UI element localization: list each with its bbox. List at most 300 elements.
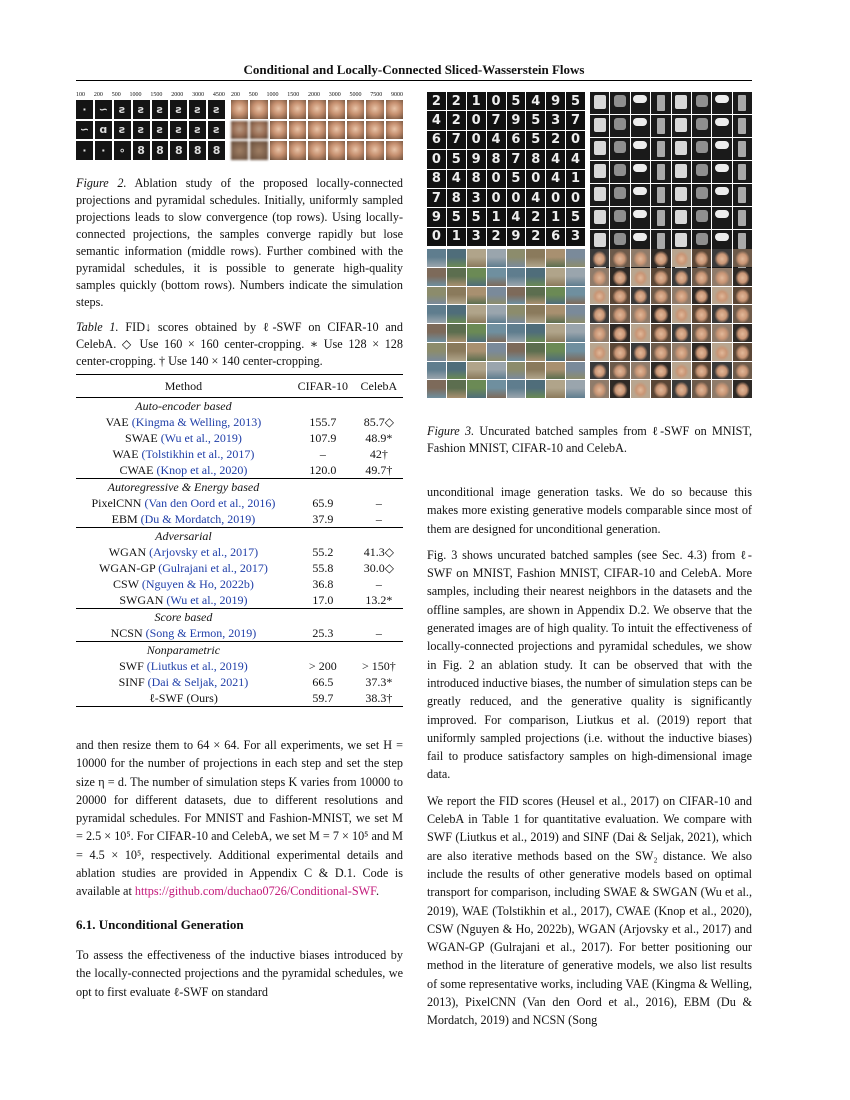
method-cell [76, 560, 291, 576]
cifar-sample [566, 362, 585, 380]
step-label: 2000 [308, 92, 320, 98]
celeba-sample [590, 268, 609, 286]
fashion-item [631, 92, 650, 114]
table-row [76, 495, 403, 511]
fashion-item [692, 207, 711, 229]
citation[interactable]: (Wu et al., 2019) [166, 593, 248, 607]
fashion-item [651, 92, 670, 114]
fashion-item [692, 138, 711, 160]
digit-thumbnail: ∽ [95, 100, 112, 119]
mnist-digit: 9 [507, 111, 526, 129]
celeba-sample [610, 324, 629, 342]
method-cell [76, 625, 291, 642]
face-thumbnail [308, 121, 325, 140]
left-paragraph-2: To assess the effectiveness of the inductive biases introduced by the locally-connected projections and the pyramidal schedules, we opt to first evaluate ℓ-SWF on standard [76, 948, 403, 999]
cifar10-fid: 55.2 [312, 545, 334, 559]
celeba-sample [651, 305, 670, 323]
face-thumbnail [366, 100, 383, 119]
fashion-item [733, 115, 752, 137]
table-1-caption [76, 319, 403, 370]
col-header: Method [76, 375, 291, 398]
mnist-digit: 3 [546, 111, 565, 129]
digit-thumbnail: ƨ [152, 121, 169, 140]
mnist-digit: 5 [566, 92, 585, 110]
fashion-item [651, 115, 670, 137]
celeba-sample [692, 287, 711, 305]
step-label: 200 [231, 92, 240, 98]
mnist-digit: 7 [507, 150, 526, 168]
mnist-digit: 3 [467, 228, 486, 246]
cifar-sample [467, 287, 486, 305]
celeba-sample [610, 249, 629, 267]
cifar-sample [507, 249, 526, 267]
fashion-item [590, 207, 609, 229]
method-cell [76, 414, 291, 430]
celeba-fid: 30.0◇ [363, 561, 394, 575]
figure-3 [427, 92, 752, 398]
cifar-sample [467, 362, 486, 380]
celeba-sample [733, 362, 752, 380]
cifar-sample [427, 287, 446, 305]
mnist-digit: 5 [467, 208, 486, 226]
cifar10-fid: 25.3 [312, 626, 334, 640]
step-label: 3000 [328, 92, 341, 98]
caption-label: Figure 2. [76, 176, 127, 190]
method-name: SWGAN [119, 593, 164, 607]
table-row [76, 511, 403, 528]
mnist-digit: 7 [487, 111, 506, 129]
cifar-sample [427, 305, 446, 323]
fig2-left-step-labels [76, 92, 225, 100]
celeba-sample [631, 362, 650, 380]
cifar-sample [526, 249, 545, 267]
digit-thumbnail: · [95, 141, 112, 160]
mnist-digit: 8 [487, 150, 506, 168]
mnist-digit: 4 [487, 131, 506, 149]
caption-text: FID↓ scores obtained by ℓ-SWF on CIFAR-10 and CelebA. ◇ Use 160 × 160 center-cropping. ∗ Use 128 × 128 center-cropping. † Use 140 × 140 center-cropping. [76, 320, 403, 368]
table-row [76, 625, 403, 642]
cifar10-fid: 120.0 [309, 463, 337, 477]
mnist-digit: 5 [447, 208, 466, 226]
fashion-item [672, 161, 691, 183]
cifar-sample [487, 268, 506, 286]
mnist-digit: 8 [467, 170, 486, 188]
celeba-fid: 42† [369, 447, 388, 461]
celeba-sample [590, 249, 609, 267]
cifar-sample [566, 287, 585, 305]
cifar-sample [467, 305, 486, 323]
celeba-sample [712, 287, 731, 305]
method-cell [76, 511, 291, 528]
celeba-sample [631, 324, 650, 342]
step-label: 9000 [391, 92, 403, 98]
col-header: CIFAR-10 [291, 375, 355, 398]
mnist-digit: 5 [507, 92, 526, 110]
face-thumbnail [347, 100, 364, 119]
left-column [76, 92, 404, 999]
method-name: WGAN-GP [99, 561, 156, 575]
celeba-sample [733, 380, 752, 398]
face-thumbnail [386, 141, 403, 160]
celeba-sample [672, 343, 691, 361]
mnist-digit: 0 [546, 189, 565, 207]
figure-2-caption [76, 175, 403, 311]
celeba-sample [590, 343, 609, 361]
celeba-sample [651, 324, 670, 342]
cifar10-fid: 65.9 [312, 496, 334, 510]
celeba-fid: – [375, 577, 382, 591]
mnist-digit: 0 [487, 170, 506, 188]
cifar-sample [447, 249, 466, 267]
fig2-mnist-ablation-image [76, 100, 225, 160]
face-thumbnail [386, 121, 403, 140]
method-name: WGAN [108, 545, 147, 559]
mnist-digit: 5 [526, 111, 545, 129]
celeba-sample [610, 362, 629, 380]
digit-thumbnail: ƨ [170, 121, 187, 140]
citation[interactable]: (Arjovsky et al., 2017) [149, 545, 259, 559]
celeba-fid: – [375, 626, 382, 640]
fashion-item [651, 161, 670, 183]
mnist-digit: 0 [487, 92, 506, 110]
celeba-sample [733, 305, 752, 323]
mnist-digit: 4 [546, 150, 565, 168]
cifar-sample [566, 343, 585, 361]
method-cell [76, 430, 291, 446]
face-thumbnail [366, 141, 383, 160]
method-name: EBM [111, 512, 138, 526]
group-label: Score based [76, 609, 291, 626]
fashion-item [651, 207, 670, 229]
mnist-digit: 7 [447, 131, 466, 149]
table-row [76, 430, 403, 446]
mnist-digit: 0 [566, 189, 585, 207]
mnist-digit: 0 [487, 189, 506, 207]
fashion-item [672, 138, 691, 160]
celeba-sample [610, 268, 629, 286]
citation[interactable]: (Song & Ermon, 2019) [145, 626, 257, 640]
cifar-sample [507, 268, 526, 286]
fashion-item [610, 138, 629, 160]
face-thumbnail [328, 100, 345, 119]
fig2-celeba-ablation-image [231, 100, 403, 160]
face-thumbnail [366, 121, 383, 140]
figure-3-caption [427, 423, 752, 457]
method-cell [76, 462, 291, 479]
cifar-sample [447, 362, 466, 380]
mnist-digit: 0 [467, 111, 486, 129]
right-body [427, 483, 752, 1030]
method-name: PixelCNN [91, 496, 142, 510]
citation[interactable]: (Dai & Seljak, 2021) [147, 675, 249, 689]
celeba-sample [692, 249, 711, 267]
face-thumbnail [289, 141, 306, 160]
cifar-sample [546, 305, 565, 323]
mnist-digit: 5 [447, 150, 466, 168]
group-label: Autoregressive & Energy based [76, 479, 291, 496]
step-label: 500 [111, 92, 121, 98]
mnist-digit: 6 [546, 228, 565, 246]
face-thumbnail [289, 100, 306, 119]
digit-thumbnail: 8 [133, 141, 150, 160]
digit-thumbnail: ƨ [152, 100, 169, 119]
cifar10-fid: > 200 [308, 659, 337, 673]
section-heading: 6.1. Unconditional Generation [76, 917, 244, 932]
cifar-sample [467, 380, 486, 398]
mnist-digit: 2 [447, 111, 466, 129]
mnist-digit: 5 [566, 208, 585, 226]
citation[interactable]: (Wu et al., 2019) [160, 431, 242, 445]
mnist-digit: 1 [467, 92, 486, 110]
fashion-item [610, 161, 629, 183]
digit-thumbnail: ƨ [114, 100, 131, 119]
mnist-digit: 8 [447, 189, 466, 207]
fashion-item [631, 184, 650, 206]
step-label: 200 [93, 92, 103, 98]
table-row [76, 658, 403, 674]
cifar-sample [526, 268, 545, 286]
fashion-item [733, 92, 752, 114]
cifar10-fid: – [319, 447, 326, 461]
mnist-digit: 5 [507, 170, 526, 188]
celeba-fid: – [375, 512, 382, 526]
cifar-sample [546, 268, 565, 286]
caption-text: Uncurated batched samples from ℓ-SWF on MNIST, Fashion MNIST, CIFAR-10 and CelebA. [427, 424, 753, 455]
fashion-item [672, 92, 691, 114]
face-thumbnail [270, 100, 287, 119]
face-thumbnail [231, 100, 248, 119]
cifar-sample [467, 343, 486, 361]
citation[interactable]: (Liutkus et al., 2019) [146, 659, 248, 673]
mnist-digit: 5 [526, 131, 545, 149]
celeba-sample [712, 305, 731, 323]
cifar-sample [546, 287, 565, 305]
fashion-item [692, 161, 711, 183]
celeba-fid: 37.3* [365, 675, 393, 689]
fashion-item [712, 115, 731, 137]
cifar10-fid: 59.7 [291, 690, 355, 707]
table-row [76, 592, 403, 609]
fashion-item [631, 138, 650, 160]
face-thumbnail [250, 141, 267, 160]
digit-thumbnail: ∽ [76, 121, 93, 140]
cifar-sample [487, 380, 506, 398]
method-cell [76, 544, 291, 560]
digit-thumbnail: 8 [208, 141, 225, 160]
face-thumbnail [308, 100, 325, 119]
fig2-right-step-labels [231, 92, 403, 100]
fashion-item [651, 138, 670, 160]
fashion-item [712, 184, 731, 206]
citation[interactable]: (Van den Oord et al., 2016) [144, 496, 276, 510]
paragraph-text: and then resize them to 64 × 64. For all experiments, we set H = 10000 for the number of projections in each step and set the step size η = d. The number of simulation steps K varies from 10000 to 20000 for different datasets, due to different resolutions and pyramidal schedules. For MNIST and Fashion-MNIST, we set M = 2.5 × 10⁵. For CIFAR-10 and CelebA, we set M = 7 × 10⁵ and M = 4.5 × 10⁵, respectively. Additional experimental details and ablation studies are provided in Appendix C & D.1. Code is available at [76, 738, 403, 899]
cifar-sample [487, 305, 506, 323]
mnist-digit: 4 [566, 150, 585, 168]
celeba-fid: – [375, 496, 382, 510]
celeba-sample [651, 343, 670, 361]
fashion-item [590, 92, 609, 114]
cifar-sample [526, 343, 545, 361]
step-label: 1500 [287, 92, 300, 98]
cifar-sample [526, 305, 545, 323]
cifar-sample [467, 249, 486, 267]
fashion-item [651, 184, 670, 206]
table-row [76, 674, 403, 690]
digit-thumbnail: ƨ [189, 121, 206, 140]
citation[interactable]: (Nguyen & Ho, 2022b) [141, 577, 254, 591]
celeba-sample [610, 380, 629, 398]
mnist-digit: 2 [526, 228, 545, 246]
fashion-item [610, 184, 629, 206]
cifar-sample [526, 362, 545, 380]
celeba-sample [712, 249, 731, 267]
mnist-digit: 8 [427, 170, 446, 188]
mnist-digit: 6 [507, 131, 526, 149]
fashion-item [590, 184, 609, 206]
method-name: SWF [119, 659, 144, 673]
cifar-sample [507, 305, 526, 323]
left-paragraph-1 [76, 736, 403, 901]
cifar-sample [447, 380, 466, 398]
method-name: SINF [118, 675, 145, 689]
cifar-sample [526, 324, 545, 342]
celeba-sample [631, 305, 650, 323]
celeba-sample [610, 305, 629, 323]
fashion-item [672, 184, 691, 206]
digit-thumbnail: 8 [152, 141, 169, 160]
cifar10-fid: 55.8 [312, 561, 334, 575]
cifar10-fid: 66.5 [312, 675, 334, 689]
celeba-fid: 85.7◇ [363, 415, 394, 429]
group-label: Nonparametric [76, 642, 291, 659]
cifar-sample [427, 268, 446, 286]
method-cell [76, 592, 291, 609]
face-thumbnail [250, 121, 267, 140]
citation[interactable]: (Du & Mordatch, 2019) [140, 512, 256, 526]
celeba-sample [590, 324, 609, 342]
fashion-item [733, 184, 752, 206]
citation[interactable]: (Gulrajani et al., 2017) [158, 561, 268, 575]
mnist-digit: 1 [566, 170, 585, 188]
face-thumbnail [347, 141, 364, 160]
celeba-sample [672, 380, 691, 398]
fashion-item [712, 92, 731, 114]
fashion-item [692, 92, 711, 114]
celeba-fid: 38.3† [355, 690, 403, 707]
cifar10-fid: 107.9 [309, 431, 337, 445]
celeba-sample [590, 287, 609, 305]
method-name: WAE [112, 447, 139, 461]
mnist-digit: 4 [507, 208, 526, 226]
table-row [76, 462, 403, 479]
mnist-digit: 1 [447, 228, 466, 246]
cifar-sample [427, 343, 446, 361]
fashion-item [590, 161, 609, 183]
mnist-digit: 2 [447, 92, 466, 110]
fashion-item [712, 138, 731, 160]
cifar-sample [566, 324, 585, 342]
method-cell [76, 576, 291, 592]
celeba-sample [651, 362, 670, 380]
fashion-item [672, 207, 691, 229]
method-cell [76, 446, 291, 462]
face-thumbnail [231, 121, 248, 140]
cifar-sample [526, 287, 545, 305]
mnist-digit: 2 [546, 131, 565, 149]
celeba-sample [651, 380, 670, 398]
citation: (Ours) [186, 691, 218, 705]
cifar-sample [427, 362, 446, 380]
caption-label: Table 1. [76, 320, 119, 334]
celeba-sample [712, 324, 731, 342]
celeba-sample [672, 249, 691, 267]
celeba-sample [590, 362, 609, 380]
face-thumbnail [250, 100, 267, 119]
mnist-digit: 9 [507, 228, 526, 246]
face-thumbnail [270, 121, 287, 140]
cifar-sample [487, 249, 506, 267]
caption-text: Ablation study of the proposed locally-connected projections and pyramidal schedules. Initially, uniformly sampled projections leads to slow convergence (top rows). Using locally-connected projections, the samples converge rapidly but lose semantic information (middle rows). Further combined with the pyramidal schedules, it is possible to generate high-quality samples quickly (bottom rows). Numbers indicate the simulation steps. [76, 176, 404, 309]
citation[interactable]: (Tolstikhin et al., 2017) [141, 447, 255, 461]
step-label: 7500 [370, 92, 383, 98]
table-row [76, 690, 403, 707]
celeba-fid: 41.3◇ [363, 545, 394, 559]
celeba-sample [590, 305, 609, 323]
celeba-sample [733, 324, 752, 342]
cifar-sample [427, 249, 446, 267]
col-header: CelebA [355, 375, 403, 398]
mnist-digit: 6 [427, 131, 446, 149]
face-thumbnail [328, 141, 345, 160]
mnist-digit: 0 [427, 228, 446, 246]
header-rule [76, 80, 752, 81]
code-link[interactable]: https://github.com/duchao0726/Conditional-SWF [134, 884, 376, 899]
celeba-sample [672, 324, 691, 342]
face-thumbnail [231, 141, 248, 160]
table-1 [76, 374, 403, 707]
cifar-sample [546, 380, 565, 398]
celeba-sample [631, 343, 650, 361]
fashion-item [712, 207, 731, 229]
step-label: 500 [248, 92, 258, 98]
step-label: 1000 [266, 92, 279, 98]
celeba-sample [672, 362, 691, 380]
method-cell [76, 658, 291, 674]
fashion-item [692, 184, 711, 206]
digit-thumbnail: ƨ [189, 100, 206, 119]
right-paragraph-3: We report the FID scores (Heusel et al., 2017) on CIFAR-10 and CelebA in Table 1 for quantitative evaluation. We compare with SWF (Liutkus et al., 2019) and SINF (Dai & Seljak, 2021), which are also iterative methods based on the SW₂ distance. We also include the results of other generative models based on optimal transport for comparison, including SWAE & SWGAN (Wu et al., 2019), WAE (Tolstikhin et al., 2017), CWAE (Knop et al., 2020), CSW (Nguyen & Ho, 2022b), WGAN (Arjovsky et al., 2017) and WGAN-GP (Gulrajani et al., 2017). For better positioning our method in the literature of generative models, we also list results of some representative works, including VAE (Kingma & Welling, 2013), PixelCNN (Van den Oord et al., 2016), EBM (Du & Mordatch, 2019) and NCSN (Song [427, 793, 752, 1028]
cifar-sample [467, 324, 486, 342]
fashion-item [631, 207, 650, 229]
method-cell [76, 690, 291, 707]
table-group-row [76, 642, 403, 659]
citation[interactable]: (Kingma & Welling, 2013) [131, 415, 262, 429]
celeba-sample [712, 362, 731, 380]
mnist-digit: 4 [546, 170, 565, 188]
mnist-digit: 0 [526, 170, 545, 188]
digit-thumbnail: ƨ [170, 100, 187, 119]
method-name: ℓ-SWF [149, 691, 184, 705]
celeba-sample [610, 343, 629, 361]
citation[interactable]: (Knop et al., 2020) [156, 463, 248, 477]
cifar-sample [487, 324, 506, 342]
fashion-item [590, 138, 609, 160]
celeba-fid: 13.2* [365, 593, 393, 607]
celeba-sample [672, 268, 691, 286]
cifar-sample [447, 268, 466, 286]
mnist-digit: 9 [546, 92, 565, 110]
mnist-digit: 4 [447, 170, 466, 188]
